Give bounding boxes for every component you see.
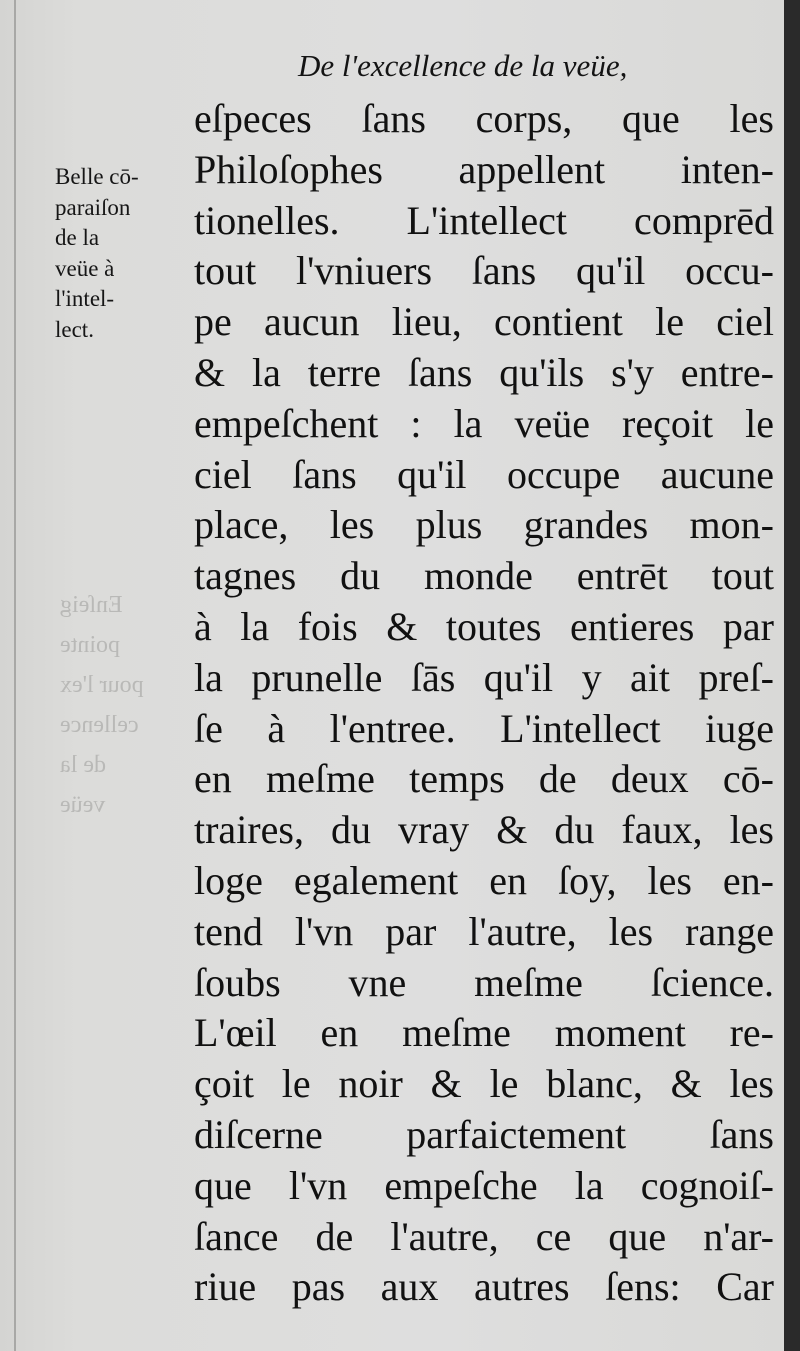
margin-note-line: lect.: [55, 316, 94, 342]
margin-note-line: Belle cō-: [55, 164, 139, 189]
text-line: la prunelle ſās qu'il y ait preſ-: [194, 654, 774, 700]
text-line: que l'vn empeſche la cognoiſ-: [194, 1162, 774, 1208]
body-text: [194, 94, 774, 1313]
text-line: en meſme temps de deux cō-: [194, 756, 774, 802]
text-line: tionelles. L'intellect comprēd: [194, 197, 774, 243]
text-line: ſe à l'entree. L'intellect iuge: [194, 705, 774, 751]
margin-note: [55, 162, 185, 345]
text-line: pe aucun lieu, contient le ciel: [194, 299, 774, 345]
text-line: tagnes du monde entrēt tout: [194, 553, 774, 599]
page-gutter-edge: [14, 0, 16, 1351]
running-header: De l'excellence de la veüe,: [298, 48, 628, 83]
text-line: empeſchent : la veüe reçoit le: [194, 400, 774, 446]
text-line: diſcerne parfaictement ſans: [194, 1111, 774, 1157]
text-line: riue pas aux autres ſens: Car: [194, 1264, 774, 1310]
text-line: çoit le noir & le blanc, & les: [194, 1061, 774, 1107]
text-line: ſance de l'autre, ce que n'ar-: [194, 1213, 774, 1259]
text-line: & la terre ſans qu'ils s'y entre-: [194, 349, 774, 395]
text-line: loge egalement en ſoy, les en-: [194, 857, 774, 903]
text-line: ſoubs vne meſme ſcience.: [194, 959, 774, 1005]
text-line: ciel ſans qu'il occupe aucune: [194, 451, 774, 497]
margin-note-line: de la: [55, 225, 100, 250]
margin-note-line: paraiſon: [55, 194, 131, 220]
text-line: tend l'vn par l'autre, les range: [194, 908, 774, 954]
text-line: eſpeces ſans corps, que les: [194, 96, 774, 141]
text-line: traires, du vray & du faux, les: [194, 807, 774, 853]
margin-note-line: veüe à: [55, 255, 115, 281]
show-through-text: Enſeig pointe pour l'ex cellence de la veüe: [60, 592, 144, 818]
text-line: L'œil en meſme moment re-: [194, 1010, 774, 1056]
text-line: à la fois & toutes entieres par: [194, 603, 774, 649]
text-line: place, les plus grandes mon-: [194, 502, 774, 548]
margin-note-line: l'intel-: [55, 286, 115, 311]
text-line: Philoſophes appellent inten-: [194, 146, 774, 192]
text-line: tout l'vniuers ſans qu'il occu-: [194, 248, 774, 294]
